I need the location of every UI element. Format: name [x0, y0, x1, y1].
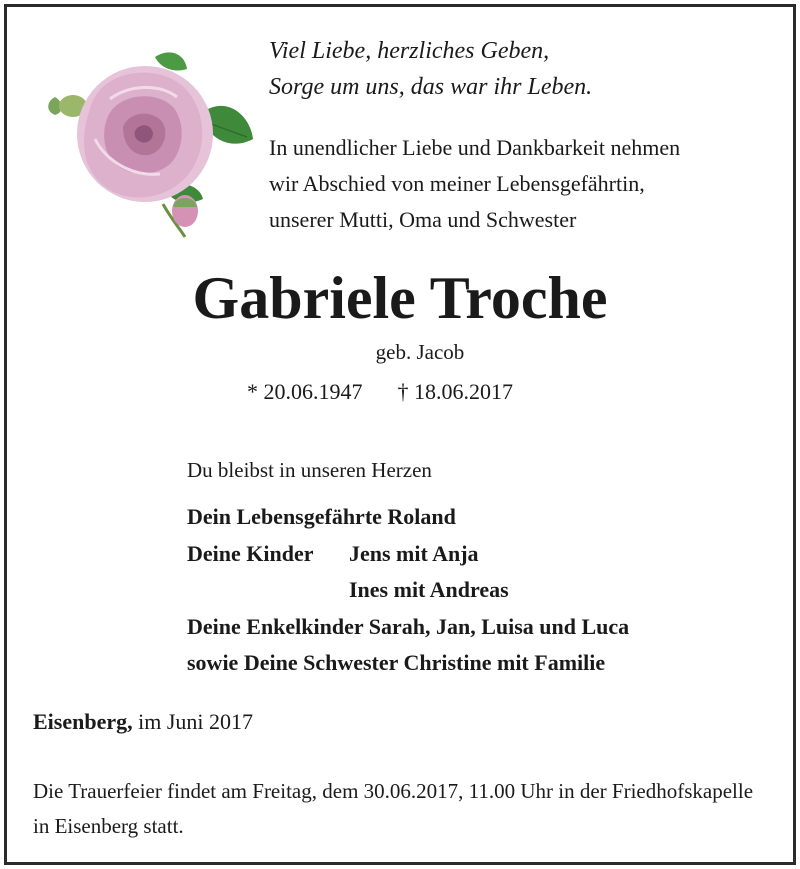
place: Eisenberg,: [33, 709, 133, 734]
death-date: † 18.06.2017: [397, 379, 513, 404]
sister-line: sowie Deine Schwester Christine mit Familie: [187, 650, 606, 675]
remembrance-line: Du bleibst in unseren Herzen: [187, 458, 432, 482]
place-date: [33, 707, 253, 737]
obituary-notice: [4, 4, 796, 865]
child-2: Ines mit Andreas: [349, 577, 509, 602]
rose-icon: [35, 39, 260, 239]
date-line: im Juni 2017: [138, 709, 254, 734]
grandchildren-line: Deine Enkelkinder Sarah, Jan, Luisa und Luca: [187, 614, 630, 639]
intro-line-3: unserer Mutti, Oma und Schwester: [269, 207, 577, 232]
poem-line-2: Sorge um uns, das war ihr Leben.: [269, 74, 593, 100]
intro-line-1: In unendlicher Liebe und Dankbarkeit nehmen: [269, 135, 681, 160]
child-1: Jens mit Anja: [349, 541, 479, 566]
deceased-name: Gabriele Troche: [192, 265, 608, 331]
funeral-notice: Die Trauerfeier findet am Freitag, dem 30.06.2017, 11.00 Uhr in der Friedhofskapelle in Eisenberg statt.: [33, 779, 754, 838]
birth-date: * 20.06.1947: [247, 379, 363, 404]
life-dates: [247, 377, 513, 407]
maiden-name: geb. Jacob: [375, 340, 465, 364]
poem-line-1: Viel Liebe, herzliches Geben,: [269, 38, 550, 64]
partner-line: Dein Lebensgefährte Roland: [187, 504, 456, 529]
intro-line-2: wir Abschied von meiner Lebensgefährtin,: [269, 171, 645, 196]
children-label: Deine Kinder: [187, 541, 314, 566]
